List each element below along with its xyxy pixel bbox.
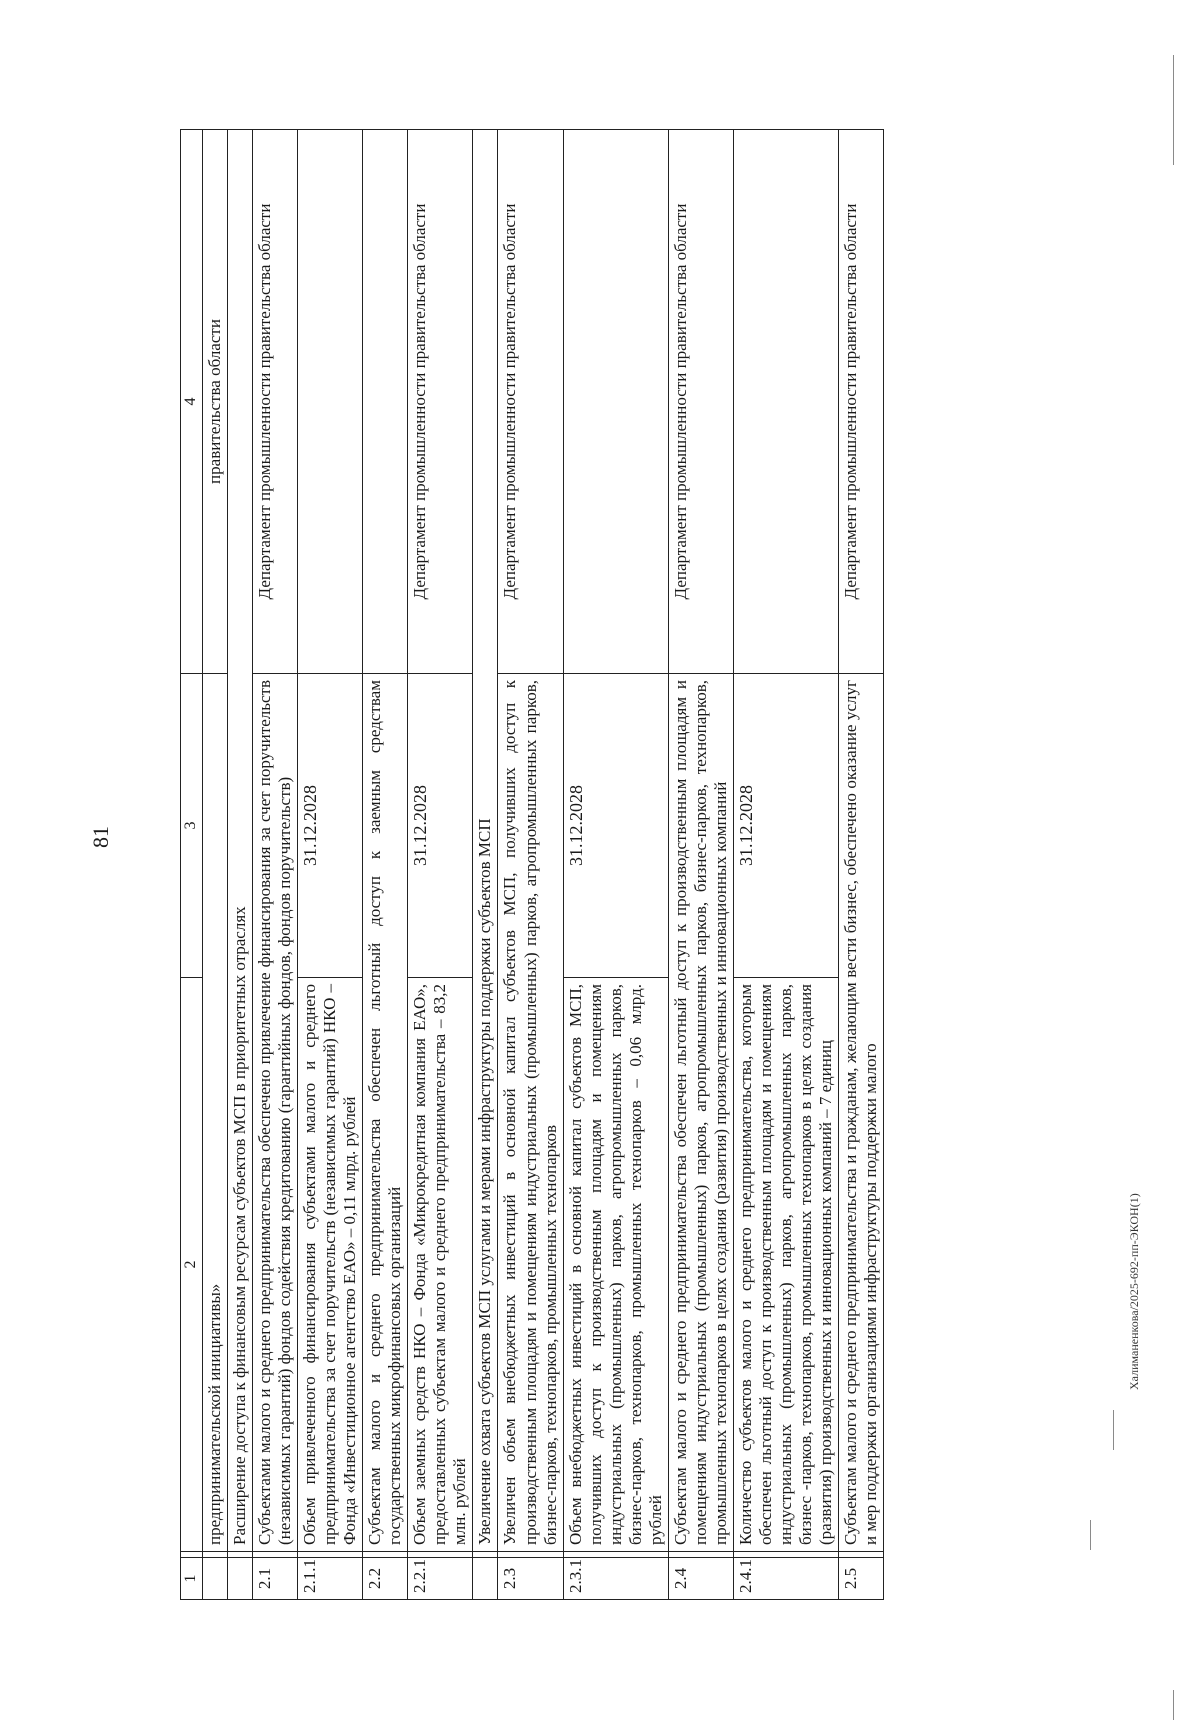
- row-number: 2.4: [668, 1558, 733, 1600]
- scan-mark: [1113, 1410, 1114, 1450]
- row-text: Объем внебюджетных инвестиций в основной капитал субъектов МСП, получивших доступ к производственным площадям и помещениям индустриальных (промышленных) парков, агропромышленных парков, бизнес-парков, технопарков, промышленных технопарков – 0,06 млрд. рублей: [563, 978, 668, 1552]
- row-text: Субъектами малого и среднего предпринимательства обеспечено привлечение финансирования за счет поручительств (независимых гарантий) фондов содействия кредитованию (гарантийных фондов, фондов поручительств): [252, 674, 297, 1552]
- table-row: [563, 130, 668, 1600]
- table-row: [298, 130, 363, 1600]
- row-number: 2.2: [363, 1558, 408, 1600]
- cell-empty: [202, 1558, 227, 1600]
- header-spacer: [473, 1552, 498, 1558]
- scan-mark: [1173, 1690, 1174, 1720]
- header-spacer: [227, 1552, 252, 1558]
- plan-table: [180, 129, 884, 1600]
- section-row: [227, 130, 252, 1600]
- rotated-table-frame: [180, 130, 1085, 1600]
- table-row: [734, 130, 839, 1600]
- row-responsible: Департамент промышленности правительства области: [252, 130, 297, 674]
- header-col-2: 2: [181, 978, 203, 1552]
- header-spacer: [734, 1552, 839, 1558]
- header-spacer: [252, 1552, 297, 1558]
- row-number: 2.1: [252, 1558, 297, 1600]
- continuation-text: предпринимательской инициативы»: [202, 674, 227, 1552]
- row-responsible: Департамент промышленности правительства области: [498, 130, 563, 674]
- header-spacer: [181, 1552, 203, 1558]
- header-spacer: [408, 1552, 473, 1558]
- row-text: Субъектам малого и среднего предпринимательства обеспечен льготный доступ к заемным средствам государственных микрофинансовых организаций: [363, 674, 408, 1552]
- table-row: [408, 130, 473, 1600]
- header-spacer: [563, 1552, 668, 1558]
- row-responsible: Департамент промышленности правительства области: [839, 130, 884, 674]
- header-spacer: [298, 1552, 363, 1558]
- table-row: [668, 130, 733, 1600]
- footer-document-code: Халиманенкова/2025-692-пп-ЭКОН(1): [1127, 1193, 1141, 1390]
- table-row: [363, 130, 408, 1600]
- header-spacer: [839, 1552, 884, 1558]
- section-title: Расширение доступа к финансовым ресурсам субъектов МСП в приоритетных отраслях: [227, 130, 252, 1552]
- header-spacer: [202, 1552, 227, 1558]
- row-number: 2.1.1: [298, 1558, 363, 1600]
- header-row: [181, 130, 203, 1600]
- scan-mark: [1173, 55, 1174, 165]
- row-number: 2.5: [839, 1558, 884, 1600]
- table-row: [252, 130, 297, 1600]
- row-date: 31.12.2028: [298, 674, 363, 978]
- table-row: [498, 130, 563, 1600]
- cell-empty: [227, 1558, 252, 1600]
- row-responsible-empty: [298, 130, 363, 674]
- row-responsible-empty: [363, 130, 408, 674]
- continuation-responsible: правительства области: [202, 130, 227, 674]
- row-responsible: Департамент промышленности правительства области: [668, 130, 733, 674]
- header-spacer: [363, 1552, 408, 1558]
- row-text: Количество субъектов малого и среднего предпринимательства, которым обеспечен льготный доступ к производственным площадям и помещениям индустриальных (промышленных) парков, агропромышленных парков, бизнес -парков, технопарков, промышленных технопарков в целях создания (развития) производственных и инновационных компаний – 7 единиц: [734, 978, 839, 1552]
- row-number: 2.2.1: [408, 1558, 473, 1600]
- scan-mark: [1090, 1520, 1091, 1550]
- header-col-4: 4: [181, 130, 203, 674]
- header-col-3: 3: [181, 674, 203, 978]
- row-responsible-empty: [563, 130, 668, 674]
- page-number: 81: [88, 826, 113, 848]
- row-number: 2.3: [498, 1558, 563, 1600]
- row-number: 2.3.1: [563, 1558, 668, 1600]
- row-text: Увеличен объем внебюджетных инвестиций в основной капитал субъектов МСП, получивших доступ к производственным площадям и помещениям индустриальных (промышленных) парков, агропромышленных парков, бизнес-парков, технопарков, промышленных технопарков: [498, 674, 563, 1552]
- row-date: 31.12.2028: [563, 674, 668, 978]
- header-col-1: 1: [181, 1558, 203, 1600]
- row-text: Субъектам малого и среднего предпринимательства обеспечен льготный доступ к производственным площадям и помещениям индустриальных (промышленных) парков, агропромышленных парков, бизнес-парков, технопарков, промышленных технопарков в целях создания (развития) производственных и инновационных компаний: [668, 674, 733, 1552]
- row-text: Объем заемных средств НКО – Фонда «Микрокредитная компания ЕАО», предоставленных субъектам малого и среднего предпринимательства – 83,2 млн. рублей: [408, 978, 473, 1552]
- row-number: 2.4.1: [734, 1558, 839, 1600]
- row-responsible-empty: [734, 130, 839, 674]
- continuation-row: [202, 130, 227, 1600]
- header-spacer: [498, 1552, 563, 1558]
- row-date: 31.12.2028: [734, 674, 839, 978]
- row-text: Объем привлеченного финансирования субъектами малого и среднего предпринимательства за счет поручительств (независимых гарантий) НКО – Фонда «Инвестиционное агентство ЕАО» – 0,11 млрд. рублей: [298, 978, 363, 1552]
- header-spacer: [668, 1552, 733, 1558]
- row-responsible: Департамент промышленности правительства области: [408, 130, 473, 674]
- section-title: Увеличение охвата субъектов МСП услугами и мерами инфраструктуры поддержки субъектов МСП: [473, 130, 498, 1552]
- cell-empty: [473, 1558, 498, 1600]
- table-row: [839, 130, 884, 1600]
- row-date: 31.12.2028: [408, 674, 473, 978]
- row-text: Субъектам малого и среднего предпринимательства и гражданам, желающим вести бизнес, обеспечено оказание услуг и мер поддержки организациями инфраструктуры поддержки малого: [839, 674, 884, 1552]
- section-row: [473, 130, 498, 1600]
